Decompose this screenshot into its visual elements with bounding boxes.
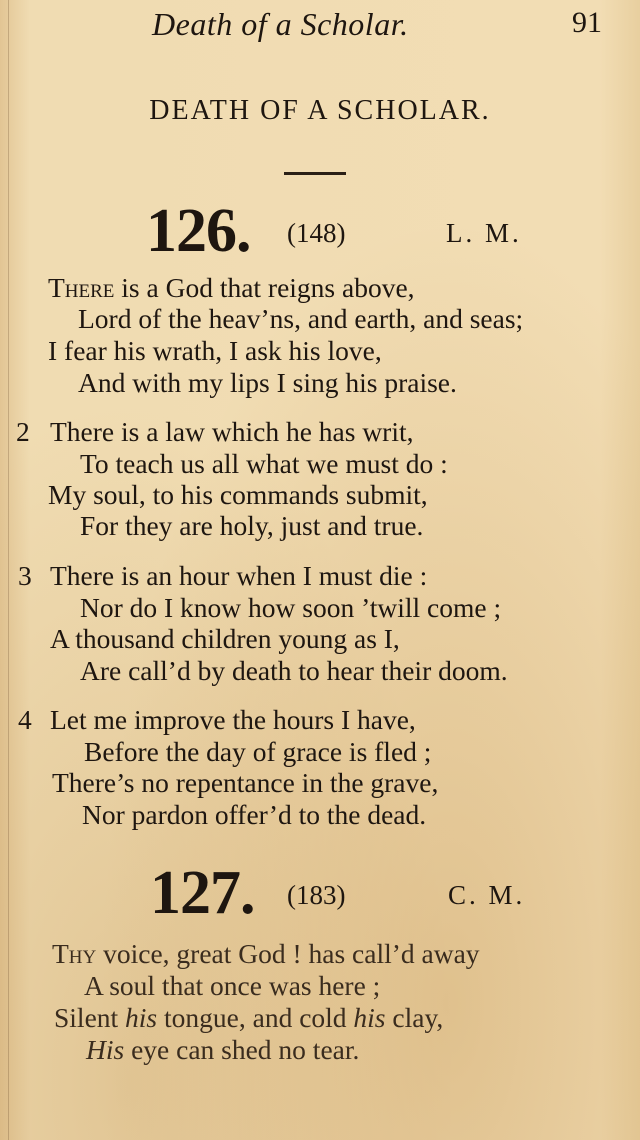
hymn-meter: C. M. [448,880,526,910]
verse-line: My soul, to his commands submit, [48,479,428,510]
italic-word: his [353,1002,386,1033]
verse-line: Nor do I know how soon ’twill come ; [80,592,502,623]
verse-line: There is an hour when I must die : [50,560,428,591]
verse-line: Let me improve the hours I have, [50,704,416,735]
hymn-alt-number: (183) [287,880,346,910]
line-text: eye can shed no tear. [124,1034,360,1065]
verse-line: There’s no repentance in the grave, [52,767,439,798]
page-edge-shadow [8,0,9,1140]
italic-word: His [86,1034,125,1065]
hymn-number: 126. [146,197,251,265]
verse-line: Are call’d by death to hear their doom. [80,655,508,686]
hymn-alt-number: (148) [287,218,346,248]
verse-line: To teach us all what we must do : [80,448,448,479]
section-title: DEATH OF A SCHOLAR. [149,95,491,126]
verse-line: A thousand children young as I, [50,623,400,654]
running-head: Death of a Scholar. [152,6,409,42]
hymn-127-header [0,858,640,928]
verse-line: Lord of the heav’ns, and earth, and seas; [78,303,524,334]
line-text: voice, great God ! has call’d away [96,938,480,969]
stanza-number: 4 [18,704,32,735]
stanza-number: 2 [16,416,30,447]
hymn-number: 127. [150,859,255,927]
page-number: 91 [572,6,602,39]
verse-line: Nor pardon offer’d to the dead. [82,799,427,830]
first-word: Thy [52,938,97,969]
hymn-meter: L. M. [446,218,522,248]
stanza-number: 3 [18,560,32,591]
verse-line: Before the day of grace is fled ; [84,736,432,767]
title-rule [284,172,346,175]
line-text: clay, [385,1002,444,1033]
verse-line [54,1002,443,1033]
line-text: Silent [54,1002,126,1033]
verse-line: And with my lips I sing his praise. [78,367,457,398]
verse-line: I fear his wrath, I ask his love, [48,335,382,366]
verse-line: For they are holy, just and true. [80,510,424,541]
verse-line [48,272,415,303]
line-text: tongue, and cold [157,1002,354,1033]
line-text: is a God that reigns above, [114,272,415,303]
italic-word: his [125,1002,158,1033]
first-word: There [48,272,115,303]
verse-line: There is a law which he has writ, [50,416,414,447]
verse-line [52,938,480,969]
verse-line: A soul that once was here ; [84,970,381,1001]
hymn-126-header [0,196,640,266]
verse-line [86,1034,359,1065]
